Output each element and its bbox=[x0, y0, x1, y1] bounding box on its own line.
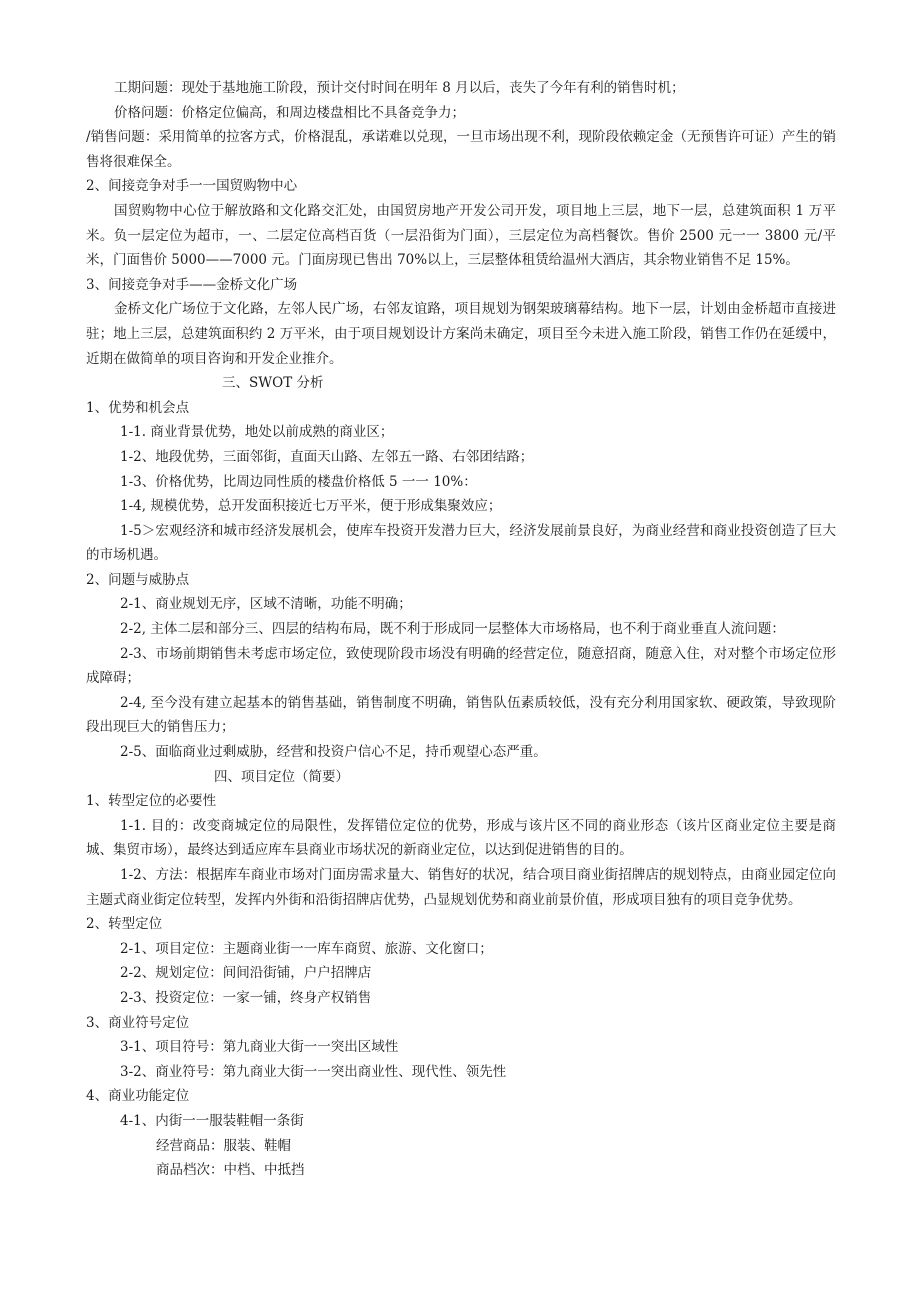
item-4-1: 4-1、内街一一服装鞋帽一条街 bbox=[120, 1112, 304, 1129]
paragraph-guomao: 国贸购物中心位于解放路和文化路交汇处，由国贸房地产开发公司开发，项目地上三层，地下一层，总建筑面积 1 万平米。负一层定位为超市，一、二层定位高档百货（一层沿街为门面），三层定位为高档餐饮。售价 2500 元一一 3800 元/平米，门面售价 5000——7000 元。门面房现已售出 70%以上，三层整体租赁给温州大酒店，其余物业销售不足 15%。 bbox=[86, 202, 836, 269]
heading-competitor-2: 2、间接竞争对手一一国贸购物中心 bbox=[86, 178, 298, 195]
paragraph-price-issue: 价格问题：价格定位偏高，和周边楼盘相比不具备竞争力； bbox=[114, 104, 465, 121]
item-2-2: 2-2, 主体二层和部分三、四层的结构布局，既不利于形成同一层整体大市场格局，也不利于商业垂直人流问题： bbox=[120, 621, 785, 638]
item-1-3: 1-3、价格优势，比周边同性质的楼盘价格低 5 一一 10%： bbox=[120, 473, 477, 490]
paragraph-schedule-issue: 工期问题：现处于基地施工阶段，预计交付时间在明年 8 月以后，丧失了今年有利的销售时机； bbox=[114, 80, 685, 96]
item-2-1: 2-1、商业规划无序，区域不清晰，功能不明确； bbox=[120, 596, 412, 613]
item-1-2: 1-2、地段优势，三面邻街，直面天山路、左邻五一路、右邻团结路； bbox=[120, 448, 534, 465]
document-page bbox=[86, 76, 836, 1183]
heading-strengths: 1、优势和机会点 bbox=[86, 399, 190, 416]
paragraph-jinqiao: 金桥文化广场位于文化路，左邻人民广场，右邻友谊路，项目规划为钢架玻璃幕结构。地下一层，计划由金桥超市直接进驻；地上三层，总建筑面积约 2 万平米，由于项目规划设计方案尚未确定，项目至今未进入施工阶段，销售工作仍在延缓中，近期在做简单的项目咨询和开发企业推介。 bbox=[86, 301, 836, 367]
item-1-4: 1-4, 规模优势，总开发面积接近七万平米，便于形成集聚效应； bbox=[120, 498, 502, 515]
heading-threats: 2、问题与威胁点 bbox=[86, 571, 190, 588]
paragraph-sales-issue: /销售问题：采用简单的拉客方式，价格混乱，承诺难以兑现，一旦市场出现不利，现阶段依赖定金（无预售许可证）产生的销售将很难保全。 bbox=[86, 129, 836, 170]
item-2-1-project: 2-1、项目定位：主题商业街一一库车商贸、旅游、文化窗口； bbox=[120, 940, 493, 957]
item-1-5: 1-5＞宏观经济和城市经济发展机会，使库车投资开发潜力巨大，经济发展前景良好，为商业经营和商业投资创造了巨大的市场机遇。 bbox=[86, 522, 836, 564]
item-method: 1-2、方法：根据库车商业市场对门面房需求量大、销售好的状况，结合项目商业街招牌店的规划特点，由商业园定位向主题式商业街定位转型，发挥内外街和沿街招牌店优势，凸显规划优势和商业前景价值，形成项目独有的项目竞争优势。 bbox=[86, 867, 836, 908]
item-2-3-investment: 2-3、投资定位：一家一铺，终身产权销售 bbox=[120, 989, 372, 1006]
item-2-5: 2-5、面临商业过剩威胁，经营和投资户信心不足，持币观望心态严重。 bbox=[120, 744, 547, 761]
item-purpose: 1-1. 目的：改变商城定位的局限性，发挥错位定位的优势，形成与该片区不同的商业形态（该片区商业定位主要是商城、集贸市场），最终达到适应库车县商业市场状况的新商业定位，以达到促进销售的目的。 bbox=[86, 817, 836, 859]
item-2-3: 2-3、市场前期销售未考虑市场定位，致使现阶段市场没有明确的经营定位，随意招商，随意入住，对对整个市场定位形成障碍； bbox=[86, 645, 836, 687]
heading-competitor-3: 3、间接竞争对手——金桥文化广场 bbox=[86, 276, 298, 293]
item-grade: 商品档次：中档、中抵挡 bbox=[156, 1162, 305, 1179]
item-3-1: 3-1、项目符号：第九商业大街一一突出区域性 bbox=[120, 1039, 399, 1056]
section-heading-swot: 三、SWOT 分析 bbox=[222, 375, 324, 392]
section-heading-positioning: 四、项目定位（简要） bbox=[214, 768, 349, 785]
item-goods: 经营商品：服装、鞋帽 bbox=[156, 1137, 291, 1154]
heading-transform-necessity: 1、转型定位的必要性 bbox=[86, 793, 217, 810]
heading-transform-positioning: 2、转型定位 bbox=[86, 916, 163, 933]
item-3-2: 3-2、商业符号：第九商业大街一一突出商业性、现代性、领先性 bbox=[120, 1063, 507, 1080]
heading-symbol-positioning: 3、商业符号定位 bbox=[86, 1014, 190, 1031]
heading-function-positioning: 4、商业功能定位 bbox=[86, 1088, 190, 1105]
item-2-4: 2-4, 至今没有建立起基本的销售基础，销售制度不明确，销售队伍素质较低，没有充分利用国家软、硬政策，导致现阶段出现巨大的销售压力； bbox=[86, 694, 836, 736]
item-2-2-planning: 2-2、规划定位：间间沿街铺，户户招牌店 bbox=[120, 965, 372, 982]
item-1-1: 1-1. 商业背景优势，地处以前成熟的商业区； bbox=[120, 424, 394, 441]
